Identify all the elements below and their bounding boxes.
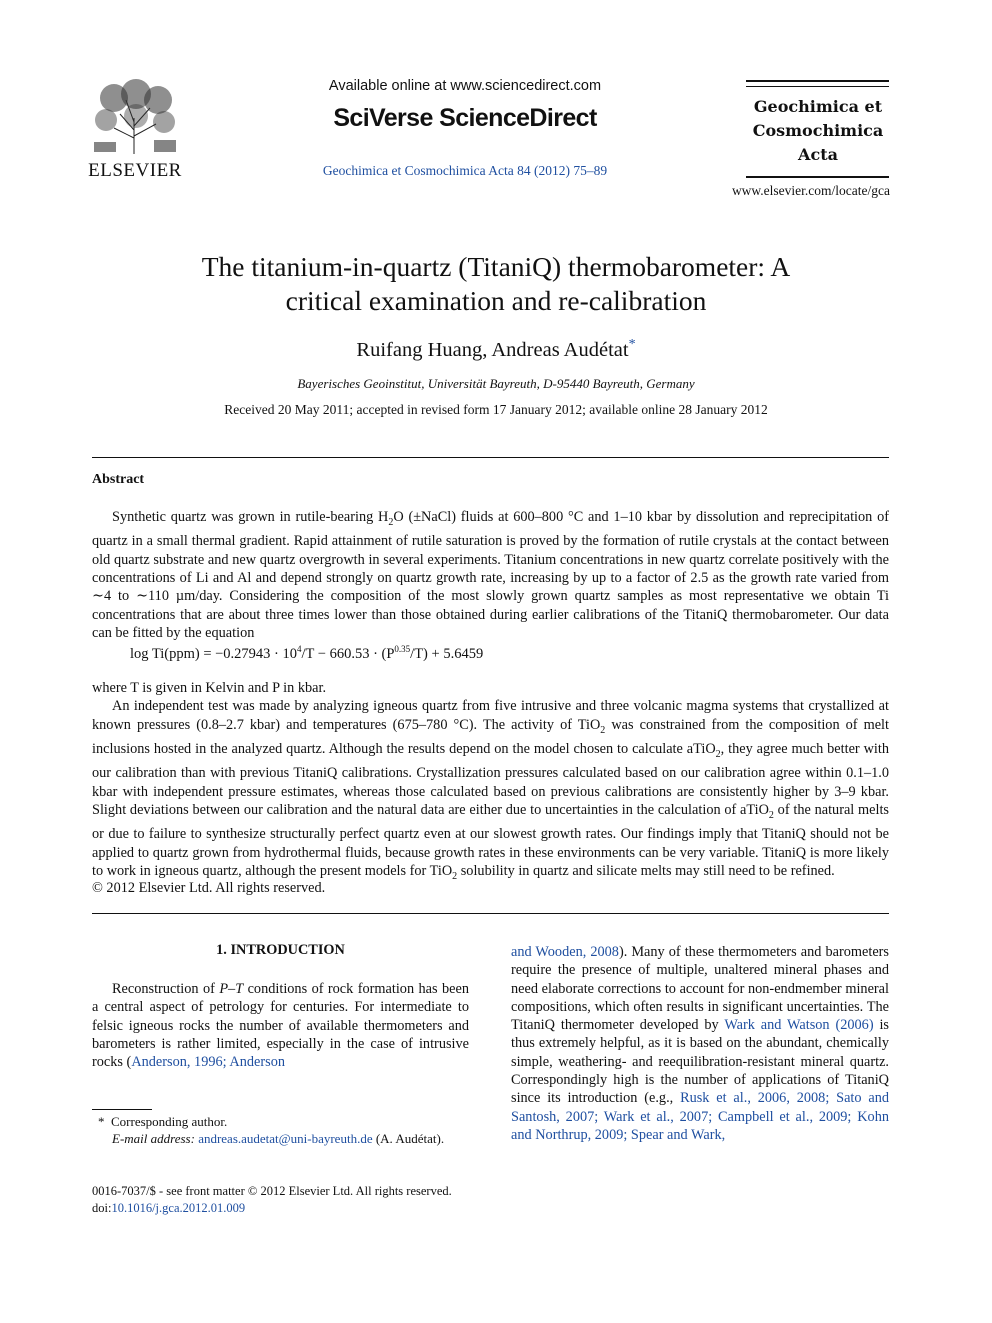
article-title	[120, 250, 872, 318]
journal-box-top-rule-thin	[746, 86, 889, 87]
intro-left-column: Reconstruction of P–T conditions of rock formation has been a central aspect of petrology for centuries. For intermediate to felsic igneous rocks the number of available thermometers and barometers is rather limited, especially in the case of intrusive rocks (Anderson, 1996; Anderson	[92, 981, 469, 1071]
ref-link-anderson[interactable]: Anderson, 1996; Anderson	[131, 1054, 285, 1071]
issn-line: 0016-7037/$ - see front matter © 2012 Elsevier Ltd. All rights reserved.	[92, 1184, 452, 1198]
doi-line: doi:10.1016/j.gca.2012.01.009	[92, 1201, 246, 1215]
journal-title	[740, 95, 896, 167]
journal-box-top-rule	[746, 80, 889, 82]
footnote: * Corresponding author. E-mail address: andreas.audetat@uni-bayreuth.de (A. Audétat).	[98, 1114, 445, 1146]
journal-citation-link[interactable]: Geochimica et Cosmochimica Acta 84 (2012) 75–89	[322, 163, 608, 178]
corresponding-author-mark[interactable]: *	[628, 337, 636, 352]
article-dates: Received 20 May 2011; accepted in revised form 17 January 2012; available online 28 January 2012	[224, 402, 768, 417]
journal-url[interactable]: www.elsevier.com/locate/gca	[731, 183, 890, 198]
abstract-heading: Abstract	[92, 472, 145, 487]
journal-box-bottom-rule	[746, 176, 889, 178]
elsevier-wordmark: ELSEVIER	[88, 160, 182, 181]
ref-link-anderson-wooden[interactable]: and Wooden, 2008	[511, 944, 619, 960]
author-email-link[interactable]: andreas.audetat@uni-bayreuth.de	[198, 1131, 373, 1146]
sciencedirect-brand: SciVerse ScienceDirect	[333, 104, 597, 132]
affiliation: Bayerisches Geoinstitut, Universität Bayreuth, D-95440 Bayreuth, Germany	[297, 376, 695, 391]
abstract-top-rule	[92, 457, 889, 458]
journal-title-line-2: Cosmochimica	[752, 121, 884, 140]
section-heading-introduction: 1. INTRODUCTION	[216, 942, 345, 958]
author-list	[200, 337, 792, 362]
available-online-text: Available online at www.sciencedirect.com	[328, 78, 602, 94]
equation-variables-note: where T is given in Kelvin and P in kbar.	[92, 680, 327, 696]
author-names: Ruifang Huang, Andreas Audétat	[356, 338, 629, 361]
abstract-copyright: © 2012 Elsevier Ltd. All rights reserved.	[92, 880, 326, 896]
ref-link-wark-watson[interactable]: Wark and Watson (2006)	[724, 1017, 874, 1034]
article-title-line-2: critical examination and re-calibration	[285, 285, 707, 316]
abstract-paragraph-2: where T is given in Kelvin and P in kbar. An independent test was made by analyzing igneous quartz from five intrusive and three volcanic magma systems that crystallized at known pressures (0.8–2.7 kbar) and temperatures (675–780 °C). The activity of TiO$_2$ was constrained from the composition of melt inclusions hosted in the analyzed quartz. Although the results depend on the model chosen to calculate aTiO$_2$, they agree much better with our calibration than with previous TitaniQ calibrations. Crystallization pressures calculated based on our calibration agree within 0.1–1.0 kbar with independent pressure estimates, whereas those calculated based on previous calibrations are consistently higher by 3–9 kbar. Slight deviations between our calibration and the natural data are either due to uncertainties in the calculation of aTiO$_2$ of the natural melts or due to failure to synthesize structurally perfect quartz even at our slowest growth rates. Our findings imply that TitaniQ should not be applied to quartz grown from hydrothermal fluids, because growth rates in these environments can be very variable. TitaniQ is more likely to work in igneous quartz, although the present models for TiO$_2$ solubility in quartz and silicate melts may still need to be refined.	[92, 680, 890, 883]
abstract-bottom-rule	[92, 913, 889, 914]
journal-title-line-1: Geochimica et	[753, 97, 883, 116]
abstract-paragraph-1: Synthetic quartz was grown in rutile-bearing $H_2O$ (±NaCl) fluids at 600–800 °C and 1–10 kbar by dissolution and reprecipitation of quartz in a small thermal gradient. Rapid attainment of rutile saturation is proved by the formation of rutile crystals at the contact between old quartz substrate and new quartz overgrowth in several experiments. Titanium concentrations in new quartz correlate positively with the concentrations of Li and Al and depend strongly on quartz growth rate, increasing by up to a factor of 2.5 as the growth rate varied from ∼4 to ∼110 µm/day. Considering the composition of the most slowly grown quartz samples as most representative we obtain Ti concentrations that are about three times lower than those obtained during earlier calibrations of the TitaniQ thermobarometer. Our data can be fitted by the equation	[92, 509, 890, 642]
intro-right-column: and Wooden, 2008). Many of these thermometers and barometers require the presence of multiple, unaltered mineral phases and need elaborate corrections to account for non-endmember mineral compositions, which often results in significant uncertainties. The TitaniQ thermometer developed by Wark and Watson (2006) is thus extremely helpful, as it is based on the abundant, chemically simple, weathering- and reequilibration-resistant mineral quartz. Correspondingly high is the number of applications of TitaniQ since its introduction (e.g., Rusk et al., 2006, 2008; Sato and Santosh, 2007; Wark et al., 2007; Campbell et al., 2009; Kohn and Northrup, 2009; Spear and Wark,	[511, 944, 890, 1143]
titaniq-equation: $\log Ti(ppm) = -0.27943 \cdot 10^4/T - 660.53 \cdot (P^{0.35}/T) + 5.6459$	[130, 644, 484, 662]
footnote-rule	[92, 1109, 152, 1110]
ref-link-applications[interactable]: Rusk et al., 2006, 2008; Sato and Santosh, 2007; Wark et al., 2007; Campbell et al., 2009; Kohn and Northrup, 2009; Spear and Wark,	[511, 1090, 890, 1143]
article-title-line-1: The titanium-in-quartz (TitaniQ) thermobarometer: A	[201, 251, 791, 282]
doi-link[interactable]: 10.1016/j.gca.2012.01.009	[111, 1201, 246, 1215]
journal-title-line-3: Acta	[798, 145, 838, 164]
